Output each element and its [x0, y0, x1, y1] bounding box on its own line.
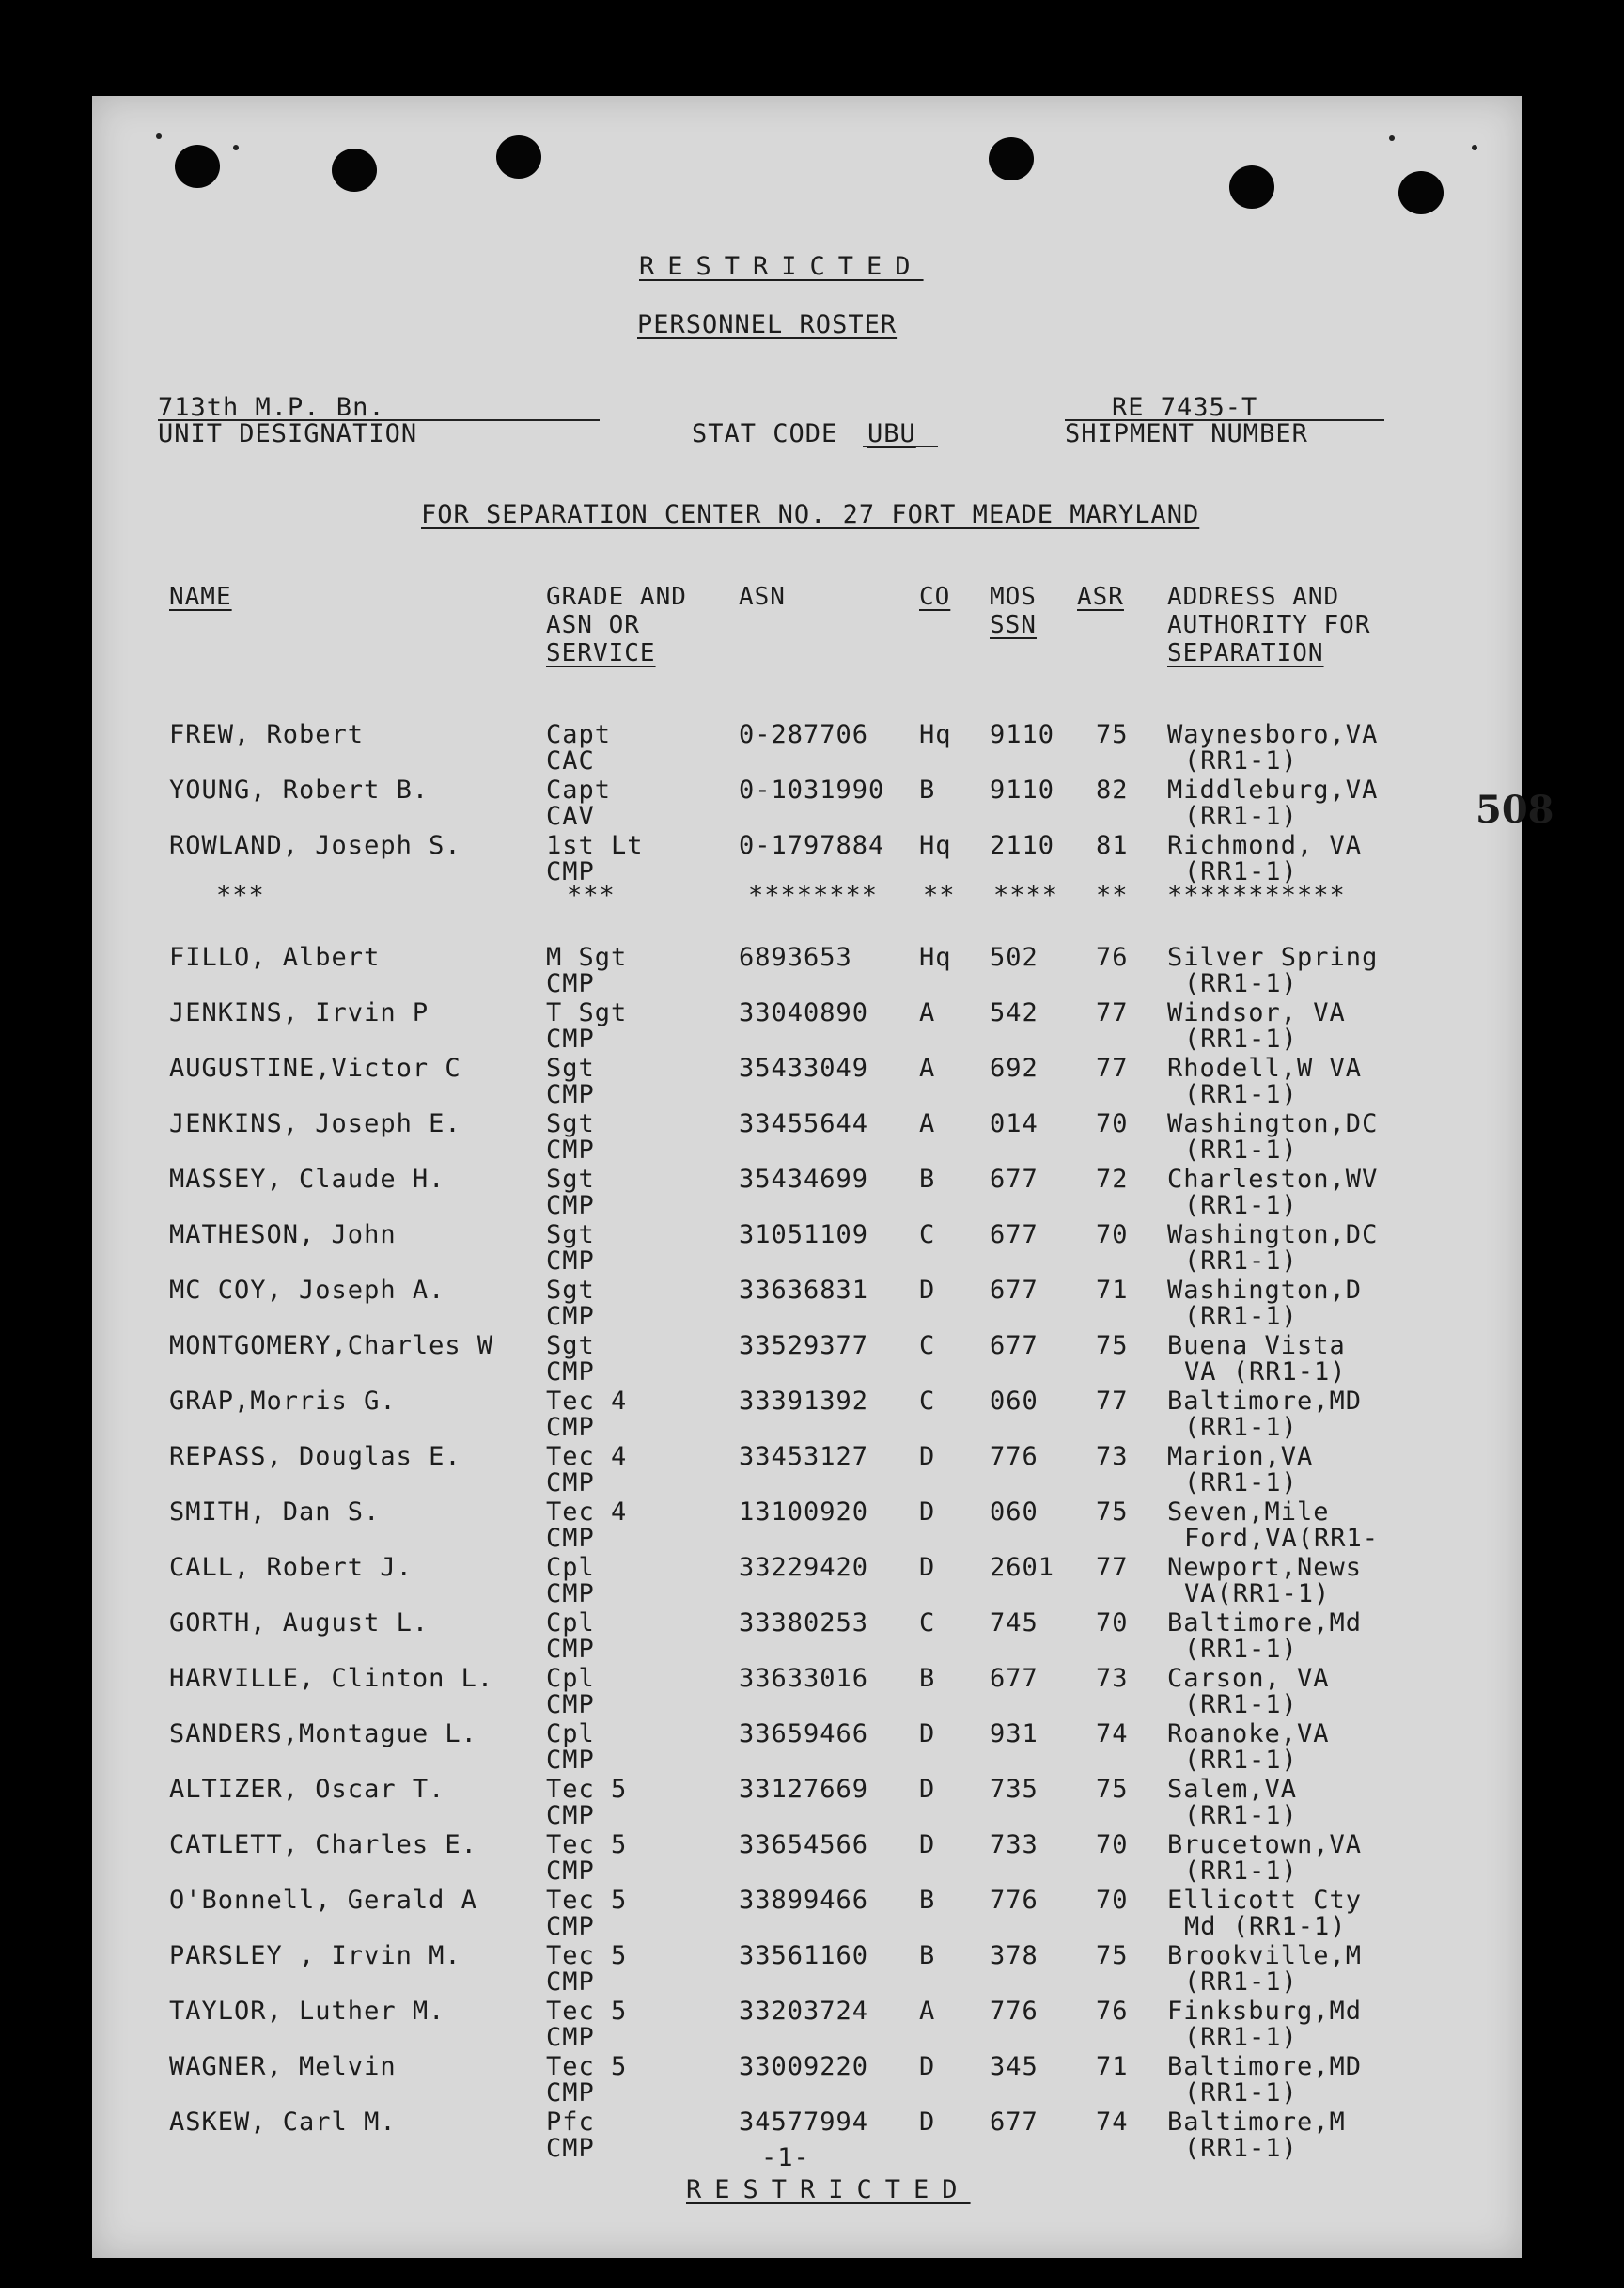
stat-code-value: UBU	[867, 419, 916, 448]
co-cell: B	[919, 1886, 936, 1915]
branch-cell: CMP	[546, 857, 595, 886]
grade-cell: Capt	[546, 720, 612, 749]
shipment-number-label: SHIPMENT NUMBER	[1065, 419, 1308, 448]
branch-cell: CMP	[546, 1801, 595, 1830]
co-cell: C	[919, 1331, 936, 1360]
address-cell: Windsor, VA	[1167, 998, 1346, 1027]
table-row	[92, 2054, 1522, 2109]
name-cell: REPASS, Douglas E.	[169, 1442, 461, 1471]
separator-cell: ********	[748, 881, 879, 910]
table-row	[92, 1888, 1522, 1943]
punch-hole	[1398, 171, 1444, 214]
asn-cell: 0-1031990	[739, 776, 885, 805]
table-row	[92, 1333, 1522, 1388]
grade-cell: Sgt	[546, 1331, 595, 1360]
name-cell: SMITH, Dan S.	[169, 1497, 381, 1527]
asr-cell: 71	[1096, 2052, 1129, 2081]
asr-cell: 81	[1096, 831, 1129, 860]
table-row	[92, 1444, 1522, 1499]
branch-cell: CMP	[546, 2078, 595, 2108]
classification-header: RESTRICTED	[639, 252, 924, 281]
name-cell: O'Bonnell, Gerald A	[169, 1886, 477, 1915]
address-cell: Roanoke,VA	[1167, 1719, 1330, 1748]
authority-cell: (RR1-1)	[1184, 746, 1298, 776]
asr-cell: 75	[1096, 1775, 1129, 1804]
asr-cell: 70	[1096, 1220, 1129, 1249]
authority-cell: (RR1-1)	[1184, 1025, 1298, 1054]
mos-cell: 677	[990, 1664, 1038, 1693]
table-row	[92, 1388, 1522, 1444]
address-cell: Washington,D	[1167, 1276, 1363, 1305]
authority-cell: (RR1-1)	[1184, 1302, 1298, 1331]
address-cell: Richmond, VA	[1167, 831, 1363, 860]
asn-cell: 33391392	[739, 1387, 869, 1416]
grade-cell: Sgt	[546, 1165, 595, 1194]
name-cell: ASKEW, Carl M.	[169, 2108, 397, 2137]
branch-cell: CMP	[546, 1857, 595, 1886]
asr-cell: 82	[1096, 776, 1129, 805]
co-cell: A	[919, 1997, 936, 2026]
grade-cell: 1st Lt	[546, 831, 644, 860]
authority-cell: (RR1-1)	[1184, 1690, 1298, 1719]
mos-cell: 9110	[990, 720, 1055, 749]
table-row	[92, 1000, 1522, 1056]
authority-cell: (RR1-1)	[1184, 857, 1298, 886]
branch-cell: CMP	[546, 2134, 595, 2163]
punch-hole	[175, 145, 220, 188]
authority-cell: (RR1-1)	[1184, 1136, 1298, 1165]
grade-cell: Sgt	[546, 1220, 595, 1249]
asn-cell: 33659466	[739, 1719, 869, 1748]
grade-cell: Cpl	[546, 1608, 595, 1638]
asr-cell: 72	[1096, 1165, 1129, 1194]
separator-cell: ***********	[1167, 881, 1346, 910]
table-row	[92, 1610, 1522, 1666]
name-cell: AUGUSTINE,Victor C	[169, 1054, 461, 1083]
authority-cell: (RR1-1)	[1184, 2023, 1298, 2052]
asr-cell: 73	[1096, 1664, 1129, 1693]
asn-cell: 33561160	[739, 1941, 869, 1970]
asn-cell: 33009220	[739, 2052, 869, 2081]
document-title: PERSONNEL ROSTER	[637, 310, 898, 339]
table-row	[92, 1111, 1522, 1167]
name-cell: JENKINS, Joseph E.	[169, 1109, 461, 1138]
table-row	[92, 1499, 1522, 1555]
co-cell: A	[919, 1109, 936, 1138]
mos-cell: 542	[990, 998, 1038, 1027]
authority-cell: VA (RR1-1)	[1184, 1357, 1347, 1387]
mos-cell: 776	[990, 1886, 1038, 1915]
name-cell: FREW, Robert	[169, 720, 365, 749]
asn-cell: 33203724	[739, 1997, 869, 2026]
name-cell: CALL, Robert J.	[169, 1553, 413, 1582]
authority-cell: (RR1-1)	[1184, 1635, 1298, 1664]
address-cell: Ellicott Cty	[1167, 1886, 1363, 1915]
co-cell: C	[919, 1608, 936, 1638]
asr-cell: 77	[1096, 1553, 1129, 1582]
authority-cell: Md (RR1-1)	[1184, 1912, 1347, 1941]
asn-cell: 0-1797884	[739, 831, 885, 860]
co-cell: B	[919, 776, 936, 805]
asn-cell: 33229420	[739, 1553, 869, 1582]
address-cell: Washington,DC	[1167, 1109, 1379, 1138]
table-row	[92, 777, 1522, 833]
mos-cell: 677	[990, 1276, 1038, 1305]
grade-cell: Tec 5	[546, 1775, 628, 1804]
co-cell: Hq	[919, 831, 952, 860]
authority-cell: VA(RR1-1)	[1184, 1579, 1331, 1608]
grade-cell: Tec 5	[546, 1830, 628, 1859]
asn-cell: 13100920	[739, 1497, 869, 1527]
address-cell: Charleston,WV	[1167, 1165, 1379, 1194]
stat-code-label: STAT CODE	[692, 419, 838, 448]
branch-cell: CMP	[546, 969, 595, 998]
grade-cell: Tec 5	[546, 2052, 628, 2081]
branch-cell: CMP	[546, 1357, 595, 1387]
name-cell: ROWLAND, Joseph S.	[169, 831, 461, 860]
co-cell: B	[919, 1664, 936, 1693]
branch-cell: CMP	[546, 1302, 595, 1331]
table-row	[92, 1777, 1522, 1832]
page-stamp-number: 508	[1476, 788, 1554, 832]
authority-cell: (RR1-1)	[1184, 2134, 1298, 2163]
asn-cell: 33636831	[739, 1276, 869, 1305]
co-cell: C	[919, 1387, 936, 1416]
co-cell: D	[919, 2108, 936, 2137]
authority-cell: Ford,VA(RR1-	[1184, 1524, 1380, 1553]
co-cell: D	[919, 1553, 936, 1582]
mos-cell: 692	[990, 1054, 1038, 1083]
asr-cell: 77	[1096, 1387, 1129, 1416]
address-cell: Newport,News	[1167, 1553, 1363, 1582]
co-cell: Hq	[919, 720, 952, 749]
grade-cell: M Sgt	[546, 943, 628, 972]
address-cell: Buena Vista	[1167, 1331, 1346, 1360]
asn-cell: 31051109	[739, 1220, 869, 1249]
grade-cell: Tec 5	[546, 1997, 628, 2026]
mos-cell: 2110	[990, 831, 1055, 860]
asr-cell: 76	[1096, 943, 1129, 972]
authority-cell: (RR1-1)	[1184, 2078, 1298, 2108]
asn-cell: 6893653	[739, 943, 852, 972]
address-cell: Baltimore,MD	[1167, 1387, 1363, 1416]
mos-cell: 776	[990, 1997, 1038, 2026]
address-cell: Silver Spring	[1167, 943, 1379, 972]
address-cell: Brucetown,VA	[1167, 1830, 1363, 1859]
branch-cell: CMP	[546, 1025, 595, 1054]
grade-cell: T Sgt	[546, 998, 628, 1027]
asr-cell: 70	[1096, 1109, 1129, 1138]
authority-cell: (RR1-1)	[1184, 1191, 1298, 1220]
branch-cell: CMP	[546, 1967, 595, 1997]
asn-cell: 33455644	[739, 1109, 869, 1138]
co-cell: A	[919, 998, 936, 1027]
authority-cell: (RR1-1)	[1184, 802, 1298, 831]
authority-cell: (RR1-1)	[1184, 1857, 1298, 1886]
asr-cell: 77	[1096, 998, 1129, 1027]
name-cell: MASSEY, Claude H.	[169, 1165, 445, 1194]
name-cell: JENKINS, Irvin P	[169, 998, 429, 1027]
table-row	[92, 1555, 1522, 1610]
asn-cell: 33654566	[739, 1830, 869, 1859]
address-cell: Carson, VA	[1167, 1664, 1330, 1693]
address-cell: Marion,VA	[1167, 1442, 1314, 1471]
asr-cell: 70	[1096, 1608, 1129, 1638]
asn-cell: 33453127	[739, 1442, 869, 1471]
branch-cell: CMP	[546, 2023, 595, 2052]
mos-cell: 677	[990, 1331, 1038, 1360]
address-cell: Rhodell,W VA	[1167, 1054, 1363, 1083]
address-cell: Middleburg,VA	[1167, 776, 1379, 805]
name-cell: TAYLOR, Luther M.	[169, 1997, 445, 2026]
grade-cell: Cpl	[546, 1719, 595, 1748]
branch-cell: CMP	[546, 1746, 595, 1775]
branch-cell: CMP	[546, 1246, 595, 1276]
mos-cell: 9110	[990, 776, 1055, 805]
table-row	[92, 1832, 1522, 1888]
mos-cell: 378	[990, 1941, 1038, 1970]
name-cell: WAGNER, Melvin	[169, 2052, 397, 2081]
co-cell: D	[919, 1497, 936, 1527]
authority-cell: (RR1-1)	[1184, 969, 1298, 998]
address-cell: Brookville,M	[1167, 1941, 1363, 1970]
table-row	[92, 1998, 1522, 2054]
mos-cell: 2601	[990, 1553, 1055, 1582]
asr-cell: 77	[1096, 1054, 1129, 1083]
address-cell: Salem,VA	[1167, 1775, 1298, 1804]
name-cell: MATHESON, John	[169, 1220, 397, 1249]
separator-cell: ***	[216, 881, 265, 910]
address-cell: Washington,DC	[1167, 1220, 1379, 1249]
column-header-grade: GRADE AND ASN OR SERVICE	[546, 583, 687, 667]
authority-cell: (RR1-1)	[1184, 1468, 1298, 1497]
unit-designation-value: 713th M.P. Bn.	[158, 393, 385, 422]
column-header-address: ADDRESS AND AUTHORITY FOR SEPARATION	[1167, 583, 1371, 667]
co-cell: D	[919, 1442, 936, 1471]
punch-hole	[989, 137, 1034, 180]
mos-cell: 677	[990, 1220, 1038, 1249]
mos-cell: 776	[990, 1442, 1038, 1471]
branch-cell: CMP	[546, 1690, 595, 1719]
asn-cell: 33899466	[739, 1886, 869, 1915]
asr-cell: 73	[1096, 1442, 1129, 1471]
grade-cell: Tec 4	[546, 1442, 628, 1471]
asn-cell: 0-287706	[739, 720, 869, 749]
asr-cell: 75	[1096, 1497, 1129, 1527]
name-cell: FILLO, Albert	[169, 943, 381, 972]
co-cell: Hq	[919, 943, 952, 972]
column-header-name: NAME	[169, 583, 232, 611]
branch-cell: CMP	[546, 1080, 595, 1109]
asn-cell: 33529377	[739, 1331, 869, 1360]
name-cell: MONTGOMERY,Charles W	[169, 1331, 494, 1360]
co-cell: D	[919, 1276, 936, 1305]
table-row	[92, 722, 1522, 777]
shipment-number-value: RE 7435-T	[1112, 393, 1258, 422]
asr-cell: 75	[1096, 1941, 1129, 1970]
asn-cell: 34577994	[739, 2108, 869, 2137]
punch-hole	[332, 149, 377, 192]
address-cell: Baltimore,Md	[1167, 1608, 1363, 1638]
roster-rows	[92, 722, 1522, 2245]
mos-cell: 931	[990, 1719, 1038, 1748]
unit-designation-label: UNIT DESIGNATION	[158, 419, 418, 448]
co-cell: C	[919, 1220, 936, 1249]
asr-cell: 75	[1096, 720, 1129, 749]
asr-cell: 70	[1096, 1830, 1129, 1859]
co-cell: B	[919, 1941, 936, 1970]
branch-cell: CMP	[546, 1635, 595, 1664]
branch-cell: CMP	[546, 1468, 595, 1497]
grade-cell: Capt	[546, 776, 612, 805]
separator-cell: **	[923, 881, 956, 910]
co-cell: D	[919, 1830, 936, 1859]
column-header-mos: MOS SSN	[990, 583, 1037, 639]
asn-cell: 35433049	[739, 1054, 869, 1083]
separator-cell: ***	[567, 881, 616, 910]
address-cell: Finksburg,Md	[1167, 1997, 1363, 2026]
asn-cell: 35434699	[739, 1165, 869, 1194]
table-row	[92, 1056, 1522, 1111]
mos-cell: 345	[990, 2052, 1038, 2081]
mos-cell: 014	[990, 1109, 1038, 1138]
grade-cell: Pfc	[546, 2108, 595, 2137]
branch-cell: CMP	[546, 1413, 595, 1442]
mos-cell: 745	[990, 1608, 1038, 1638]
punch-hole	[1229, 165, 1274, 209]
authority-cell: (RR1-1)	[1184, 1413, 1298, 1442]
branch-cell: CMP	[546, 1191, 595, 1220]
name-cell: HARVILLE, Clinton L.	[169, 1664, 494, 1693]
mos-cell: 060	[990, 1497, 1038, 1527]
grade-cell: Sgt	[546, 1109, 595, 1138]
mos-cell: 677	[990, 2108, 1038, 2137]
table-row	[92, 1666, 1522, 1721]
authority-cell: (RR1-1)	[1184, 1246, 1298, 1276]
name-cell: CATLETT, Charles E.	[169, 1830, 477, 1859]
classification-footer: RESTRICTED	[686, 2175, 971, 2204]
asn-cell: 33040890	[739, 998, 869, 1027]
asr-cell: 74	[1096, 2108, 1129, 2137]
branch-cell: CAC	[546, 746, 595, 776]
asn-cell: 33633016	[739, 1664, 869, 1693]
co-cell: D	[919, 1719, 936, 1748]
grade-cell: Cpl	[546, 1553, 595, 1582]
name-cell: PARSLEY , Irvin M.	[169, 1941, 461, 1970]
table-row	[92, 945, 1522, 1000]
co-cell: B	[919, 1165, 936, 1194]
page-number: -1-	[761, 2143, 810, 2172]
asn-cell: 33380253	[739, 1608, 869, 1638]
name-cell: GORTH, August L.	[169, 1608, 429, 1638]
mos-cell: 502	[990, 943, 1038, 972]
grade-cell: Sgt	[546, 1054, 595, 1083]
mos-cell: 060	[990, 1387, 1038, 1416]
address-cell: Baltimore,M	[1167, 2108, 1346, 2137]
grade-cell: Cpl	[546, 1664, 595, 1693]
table-row	[92, 1943, 1522, 1998]
address-cell: Seven,Mile	[1167, 1497, 1330, 1527]
asr-cell: 71	[1096, 1276, 1129, 1305]
column-header-co: CO	[919, 583, 951, 611]
grade-cell: Tec 5	[546, 1941, 628, 1970]
separator-cell: ****	[993, 881, 1059, 910]
roster-page	[92, 96, 1554, 2258]
co-cell: D	[919, 1775, 936, 1804]
authority-cell: (RR1-1)	[1184, 1967, 1298, 1997]
name-cell: ALTIZER, Oscar T.	[169, 1775, 445, 1804]
separation-center-line: FOR SEPARATION CENTER NO. 27 FORT MEADE MARYLAND	[421, 500, 1200, 529]
branch-cell: CMP	[546, 1912, 595, 1941]
authority-cell: (RR1-1)	[1184, 1080, 1298, 1109]
branch-cell: CMP	[546, 1136, 595, 1165]
column-header-asr: ASR	[1077, 583, 1124, 611]
authority-cell: (RR1-1)	[1184, 1801, 1298, 1830]
name-cell: SANDERS,Montague L.	[169, 1719, 477, 1748]
mos-cell: 733	[990, 1830, 1038, 1859]
asr-cell: 75	[1096, 1331, 1129, 1360]
punch-hole	[496, 135, 541, 179]
grade-cell: Tec 5	[546, 1886, 628, 1915]
branch-cell: CMP	[546, 1524, 595, 1553]
grade-cell: Tec 4	[546, 1497, 628, 1527]
name-cell: GRAP,Morris G.	[169, 1387, 397, 1416]
table-row	[92, 1167, 1522, 1222]
co-cell: D	[919, 2052, 936, 2081]
grade-cell: Sgt	[546, 1276, 595, 1305]
grade-cell: Tec 4	[546, 1387, 628, 1416]
asr-cell: 76	[1096, 1997, 1129, 2026]
co-cell: A	[919, 1054, 936, 1083]
address-cell: Waynesboro,VA	[1167, 720, 1379, 749]
address-cell: Baltimore,MD	[1167, 2052, 1363, 2081]
mos-cell: 677	[990, 1165, 1038, 1194]
asn-cell: 33127669	[739, 1775, 869, 1804]
separator-row	[92, 883, 1522, 938]
table-row	[92, 1721, 1522, 1777]
name-cell: MC COY, Joseph A.	[169, 1276, 445, 1305]
mos-cell: 735	[990, 1775, 1038, 1804]
asr-cell: 74	[1096, 1719, 1129, 1748]
name-cell: YOUNG, Robert B.	[169, 776, 429, 805]
table-row	[92, 1277, 1522, 1333]
column-header-asn: ASN	[739, 583, 786, 611]
authority-cell: (RR1-1)	[1184, 1746, 1298, 1775]
branch-cell: CMP	[546, 1579, 595, 1608]
table-row	[92, 1222, 1522, 1277]
asr-cell: 70	[1096, 1886, 1129, 1915]
separator-cell: **	[1096, 881, 1129, 910]
branch-cell: CAV	[546, 802, 595, 831]
